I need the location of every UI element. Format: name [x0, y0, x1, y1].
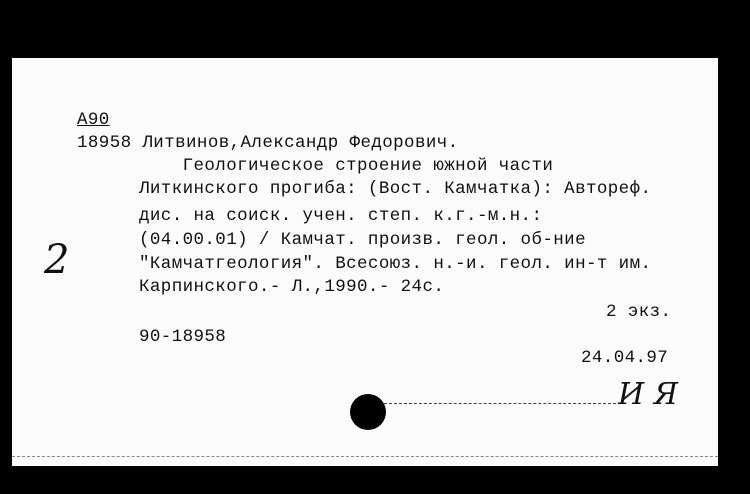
handwritten-digit: 2: [44, 237, 70, 283]
card-date: 24.04.97: [581, 348, 669, 368]
dashed-line: [384, 403, 616, 404]
inventory-number: 90-18958: [139, 327, 227, 347]
body-line-3: дис. на соиск. учен. степ. к.г.-м.н.:: [139, 206, 543, 226]
catalog-card: [12, 58, 718, 466]
body-line-2: Литкинского прогиба: (Вост. Камчатка): Автореф.: [139, 179, 652, 199]
body-line-5: "Камчатгеология". Всесоюз. н.-и. геол. ин-т им.: [139, 254, 652, 274]
shelf-code: А90: [77, 110, 110, 130]
handwritten-initials: И Я: [618, 377, 678, 412]
bottom-rule: [12, 456, 718, 457]
punch-hole: [350, 394, 386, 430]
entry-heading: 18958 Литвинов,Александр Федорович.: [77, 133, 459, 153]
copies-count: 2 экз.: [606, 302, 672, 322]
body-line-1: Геологическое строение южной части: [139, 156, 554, 176]
body-line-4: (04.00.01) / Камчат. произв. геол. об-ние: [139, 230, 586, 250]
body-line-6: Карпинского.- Л.,1990.- 24с.: [139, 277, 445, 297]
